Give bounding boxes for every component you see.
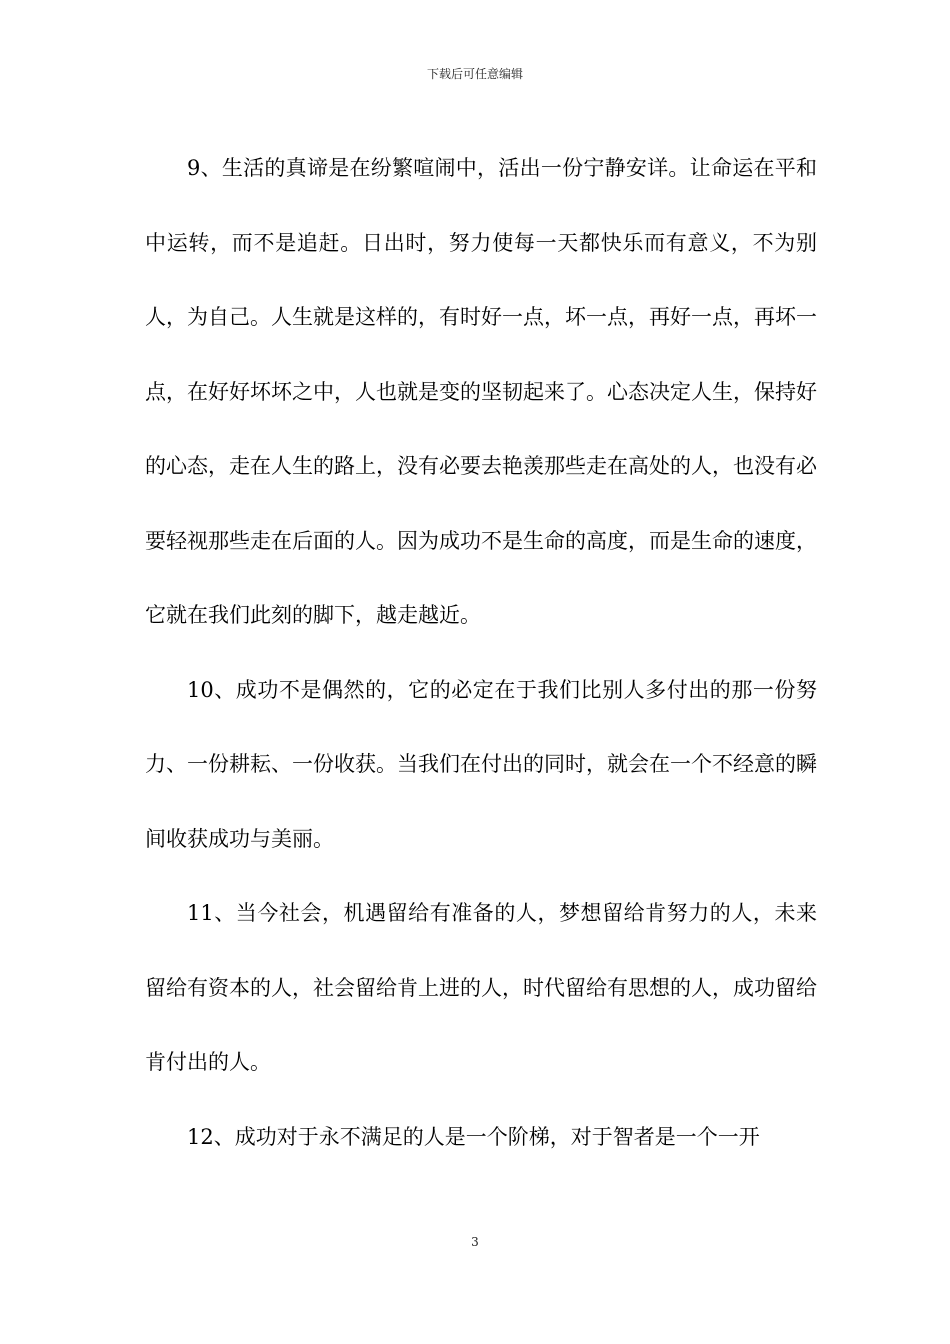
paragraph-9: 9、生活的真谛是在纷繁喧闹中，活出一份宁静安详。让命运在平和中运转，而不是追赶。日出时，努力使每一天都快乐而有意义，不为别人，为自己。人生就是这样的，有时好一点，坏一点，再好一点，再坏一点，在好好坏坏之中，人也就是变的坚韧起来了。心态决定人生，保持好的心态，走在人生的路上，没有必要去艳羡那些走在高处的人，也没有必要轻视那些走在后面的人。因为成功不是生命的高度，而是生命的速度，它就在我们此刻的脚下，越走越近。 <box>145 156 817 627</box>
paragraph-11: 11、当今社会，机遇留给有准备的人，梦想留给肯努力的人，未来留给有资本的人，社会留给肯上进的人，时代留给有思想的人，成功留给肯付出的人。 <box>145 901 817 1074</box>
document-body <box>145 131 817 1174</box>
page-number: 3 <box>471 1235 479 1249</box>
paragraph-12: 12、成功对于永不满足的人是一个阶梯，对于智者是一个一开 <box>187 1124 760 1149</box>
header-note: 下载后可任意编辑 <box>426 67 523 81</box>
paragraph-10: 10、成功不是偶然的，它的必定在于我们比别人多付出的那一份努力、一份耕耘、一份收获。当我们在付出的同时，就会在一个不经意的瞬间收获成功与美丽。 <box>145 677 817 851</box>
